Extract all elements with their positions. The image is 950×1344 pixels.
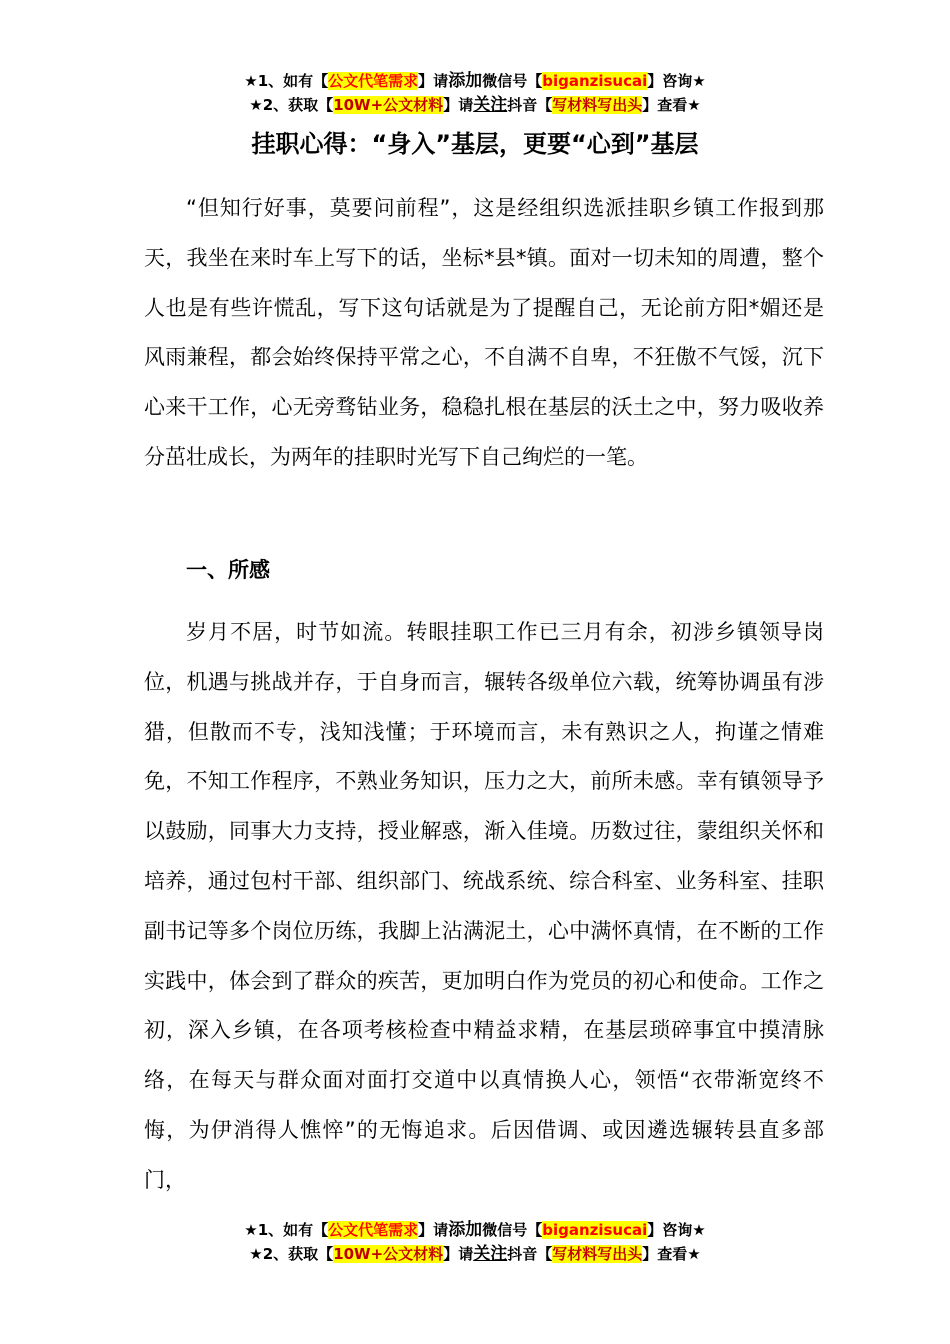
top-promo-banner — [0, 69, 950, 117]
promo-highlight-materials: 10W+公文材料 — [333, 1245, 444, 1263]
paragraph-text: 岁月不居，时节如流。转眼挂职工作已三月有余，初涉乡镇领导岗位，机遇与挑战并存，于自身而言，辗转各级单位六载，统筹协调虽有涉猎，但散而不专，浅知浅懂；于环境而言，未有熟识之人，拘谨之情难免，不知工作程序，不熟业务知识，压力之大，前所未感。幸有镇领导予以鼓励，同事大力支持，授业解惑，渐入佳境。历数过往，蒙组织关怀和培养，通过包村干部、组织部门、统战系统、综合科室、业务科室、挂职副书记等多个岗位历练，我脚上沾满泥土，心中满怀真情，在不断的工作实践中，体会到了群众的疾苦，更加明白作为党员的初心和使命。工作之初，深入乡镇，在各项考核检查中精益求精，在基层琐碎事宜中摸清脉络，在每天与群众面对面打交道中以真情换人心，领悟“衣带渐宽终不悔，为伊消得人憔悴”的无悔追求。后因借调、或因遴选辗转县直多部门， — [144, 620, 824, 1192]
promo-highlight-service: 公文代笔需求 — [328, 72, 419, 90]
paragraph-text: “但知行好事，莫要问前程”，这是经组织选派挂职乡镇工作报到那天，我坐在来时车上写下的话，坐标*县*镇。面对一切未知的周遭，整个人也是有些许慌乱，写下这句话就是为了提醒自己，无论前方阳*媚还是风雨兼程，都会始终保持平常之心，不自满不自卑，不狂傲不气馁，沉下心来干工作，心无旁骛钻业务，稳稳扎根在基层的沃土之中，努力吸收养分茁壮成长，为两年的挂职时光写下自己绚烂的一笔。 — [144, 196, 824, 469]
promo-line-2: ★2、获取【10W+公文材料】请关注抖音【写材料写出头】查看★ — [249, 1244, 701, 1264]
promo-highlight-douyin: 写材料写出头 — [552, 1245, 643, 1263]
promo-line-1: ★1、如有【公文代笔需求】请添加微信号【biganzisucai】咨询★ — [244, 1220, 706, 1240]
promo-highlight-wechat: biganzisucai — [542, 1221, 648, 1239]
document-title: 挂职心得：“身入”基层，更要“心到”基层 — [251, 130, 699, 158]
section-heading: 一、所感 — [186, 558, 270, 582]
promo-highlight-service: 公文代笔需求 — [328, 1221, 419, 1239]
paragraph-intro — [144, 184, 824, 483]
promo-line-1: ★1、如有【公文代笔需求】请添加微信号【biganzisucai】咨询★ — [244, 71, 706, 91]
promo-highlight-wechat: biganzisucai — [542, 72, 648, 90]
bottom-promo-banner — [0, 1218, 950, 1266]
paragraph-section1 — [144, 608, 824, 1206]
promo-line-2: ★2、获取【10W+公文材料】请关注抖音【写材料写出头】查看★ — [249, 95, 701, 115]
promo-highlight-materials: 10W+公文材料 — [333, 96, 444, 114]
promo-highlight-douyin: 写材料写出头 — [552, 96, 643, 114]
